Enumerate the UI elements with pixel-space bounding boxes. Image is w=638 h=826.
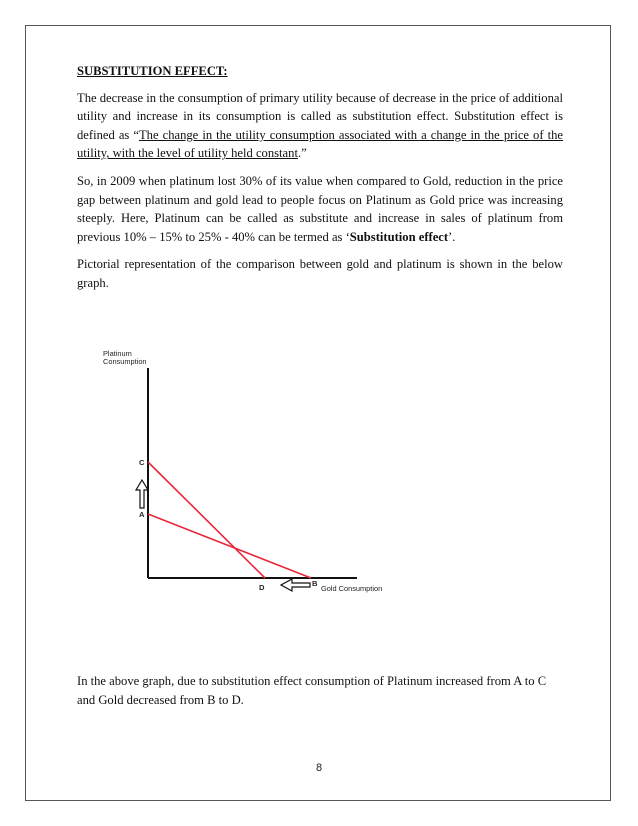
- y-axis-label: Platinum: [103, 349, 132, 358]
- example-end: ’.: [448, 229, 456, 244]
- definition-end: .”: [297, 146, 307, 161]
- point-c-label: C: [139, 458, 145, 467]
- point-a-label: A: [139, 510, 145, 519]
- paragraph-conclusion: In the above graph, due to substitution effect consumption of Platinum increased from A to C and Gold decreased from B to D.: [77, 674, 547, 707]
- x-axis-label: Gold Consumption: [321, 584, 383, 593]
- section-heading: SUBSTITUTION EFFECT:: [77, 64, 228, 78]
- line-a-b: [148, 514, 311, 578]
- document-body: [77, 62, 563, 302]
- left-arrow-icon: [281, 579, 310, 591]
- line-c-d: [148, 462, 265, 578]
- example-text: So, in 2009 when platinum lost 30% of its value when compared to Gold, reduction in the price gap between platinum and gold lead to people focus on Platinum as Gold price was increasing steeply. Here, Platinum can be called as substitute and increase in sales of platinum from previous 10% – 15% to 25% - 40% can be termed as ‘: [77, 173, 563, 244]
- paragraph-graph-intro: Pictorial representation of the comparison between gold and platinum is shown in the below graph.: [77, 257, 563, 290]
- y-axis-label-line2: Consumption: [103, 357, 147, 366]
- substitution-graph: [77, 338, 417, 608]
- example-bold-term: Substitution effect: [349, 229, 449, 244]
- page-number: 8: [315, 762, 323, 774]
- paragraph-example: [77, 172, 563, 246]
- point-b-label: B: [312, 579, 318, 588]
- paragraph-definition: [77, 89, 563, 163]
- point-d-label: D: [259, 583, 265, 592]
- definition-quote: The change in the utility consumption associated with a change in the price of the utility, with the level of utility held constant: [77, 127, 563, 161]
- up-arrow-icon: [136, 480, 148, 508]
- definition-text: The decrease in the consumption of primary utility because of decrease in the price of additional utility and increase in its consumption is called as substitution effect. Substitution effect is defined as “: [77, 90, 563, 142]
